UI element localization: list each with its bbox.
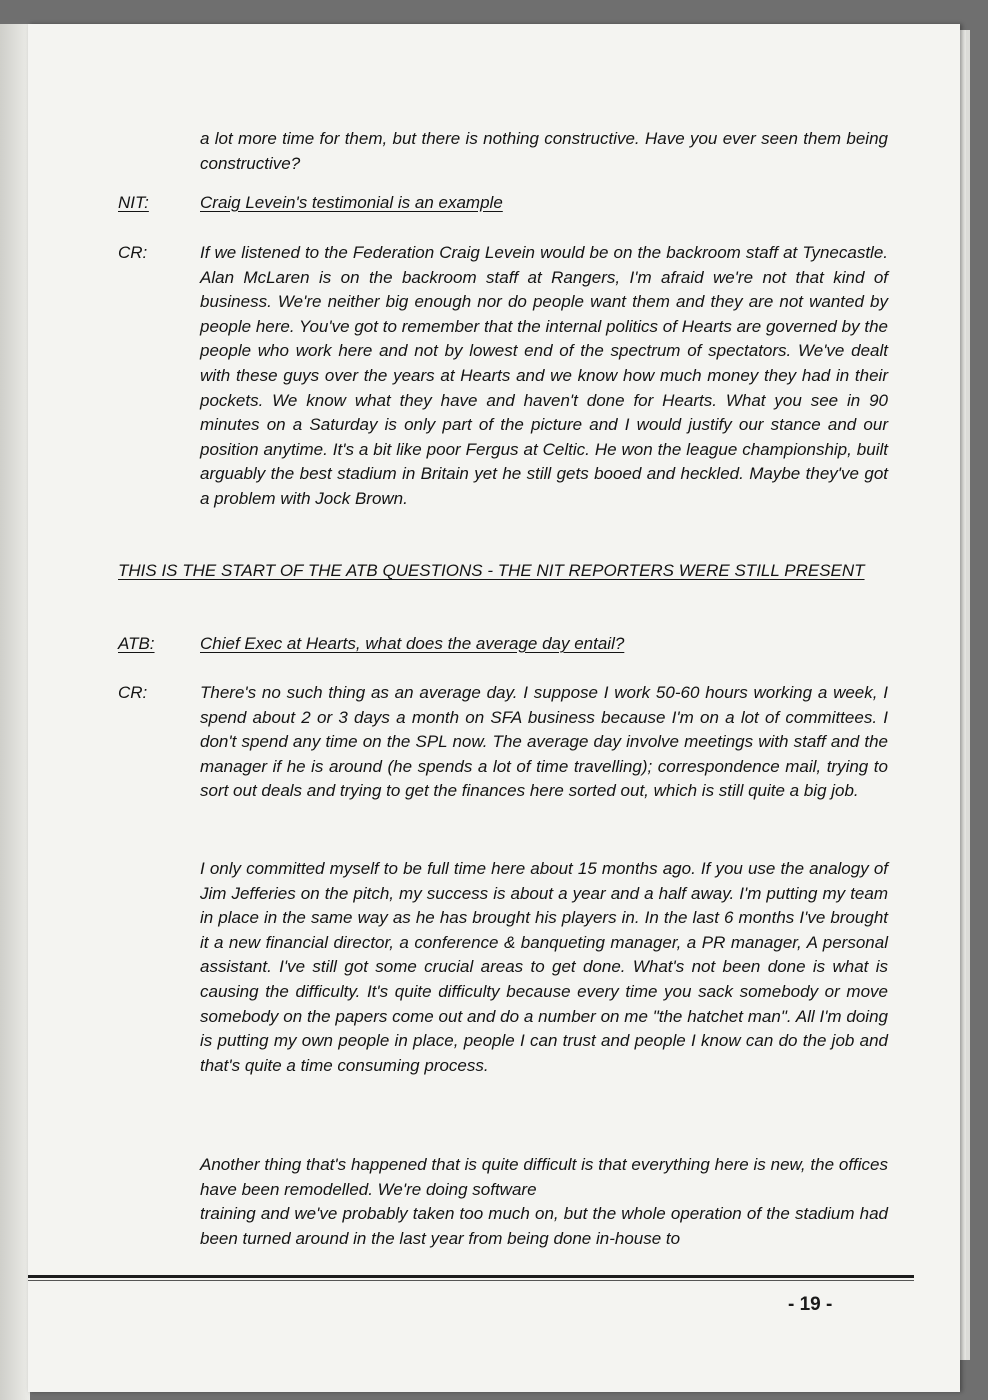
answer-paragraph: I only committed myself to be full time here about 15 months ago. If you use the analogy of Jim Jefferies on the pitch, my success is about a year and a half away. I'm putting my team in place in the same way as he has brought his players in. In the last 6 months I've brought it a new financial director, a conference & banqueting manager, a PR manager, A personal assistant. I've still got some crucial areas to get done. What's not been done is what is causing the difficulty. It's quite difficulty because every time you sack somebody or move somebody on the papers come out and do a number on me "the hatchet man". All I'm doing is putting my own people in place, people I can trust and people I know can do the job and that's quite a time consuming process.	[200, 859, 888, 1075]
answer-text: If we listened to the Federation Craig Levein would be on the backroom staff at Tynecastle. Alan McLaren is on the backroom staff at Rangers, I'm afraid we're not that kind of business. We're neither big enough nor do people want them and they are not wanted by people here. You've got to remember that the internal politics of Hearts are governed by the people who work here and not by lowest end of the spectrum of spectators. We've dealt with these guys over the years at Hearts and we know how much money they had in their pockets. We know what they have and haven't done for Hearts. What you see in 90 minutes on a Saturday is only part of the picture and I would justify our stance and our position anytime. It's a bit like poor Fergus at Celtic. He won the league championship, built arguably the best stadium in Britain yet he still gets booed and heckled. Maybe they've got a problem with Jock Brown.	[200, 243, 888, 508]
footer-rule-thin	[28, 1280, 914, 1281]
footer-rule	[28, 1275, 914, 1278]
speaker-label-cr: CR:	[118, 243, 148, 262]
answer-text: There's no such thing as an average day. I suppose I work 50-60 hours working a week, I spend about 2 or 3 days a month on SFA business because I'm on a lot of committees. I don't spend any time on the SPL now. The average day involve meetings with staff and the manager if he is around (he spends a lot of time travelling); correspondence mail, trying to sort out deals and trying to get the finances here sorted out, which is still quite a big job.	[200, 683, 888, 801]
speaker-label-cr: CR:	[118, 683, 148, 702]
question-text: Craig Levein's testimonial is an example	[200, 193, 503, 212]
answer-paragraph-continued: training and we've probably taken too much on, but the whole operation of the stadium had been turned around in the last year from being done in-house to	[200, 1204, 888, 1248]
speaker-label-atb: ATB:	[118, 634, 155, 653]
question-text: Chief Exec at Hearts, what does the average day entail?	[200, 634, 625, 653]
section-heading: THIS IS THE START OF THE ATB QUESTIONS - THE NIT REPORTERS WERE STILL PRESENT	[118, 561, 865, 580]
answer-paragraph-line: Another thing that's happened that is quite difficult is that everything here is new, the offices have been remodelled. We're doing software	[200, 1155, 888, 1199]
intro-paragraph: a lot more time for them, but there is nothing constructive. Have you ever seen them being constructive?	[200, 129, 888, 173]
page-edge	[966, 30, 970, 1360]
speaker-label-nit: NIT:	[118, 193, 149, 212]
binding-shadow	[0, 24, 30, 1400]
page-number: - 19 -	[788, 1294, 833, 1315]
